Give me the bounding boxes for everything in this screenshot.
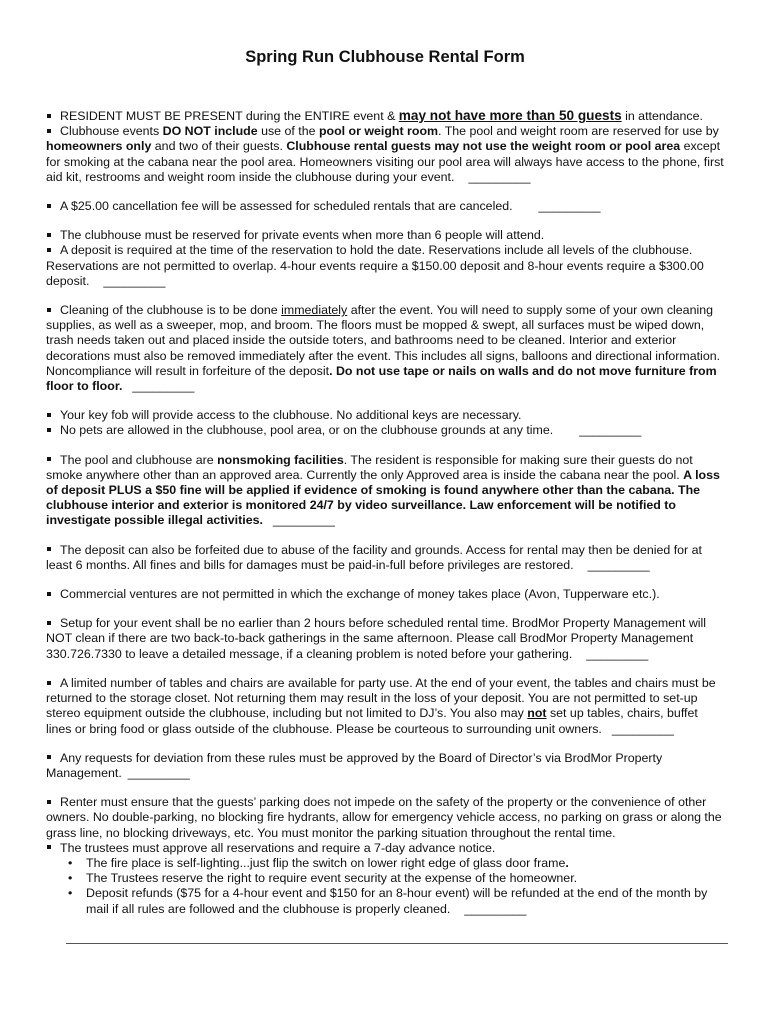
bullet-square-icon (47, 308, 51, 312)
initials-blank[interactable]: _________ (103, 273, 166, 288)
bullet-square-icon (47, 621, 51, 625)
bullet-square-icon (47, 428, 51, 432)
rule-tables: A limited number of tables and chairs are available for party use. At the end of your event, the tables and chairs must be returned to the storage closet. Not returning them may result in the loss of your deposit. You are not permitted to set-up stereo equipment outside the clubhouse, including but not limited to DJ’s. You also may not set up tables, chairs, buffet lines or bring food or glass outside of the clubhouse. Please be courteous to surrounding unit owners. _________ (46, 675, 716, 736)
bullet-square-icon (47, 592, 51, 596)
rule-forfeit: The deposit can also be forfeited due to abuse of the facility and grounds. Access for rental may then be denied for at least 6 months. All fines and bills for damages must be paid-in-full before privileges are restored. _________ (46, 542, 702, 572)
bullet-square-icon (47, 800, 51, 804)
rule-reserve: The clubhouse must be reserved for private events when more than 6 people will attend. (46, 228, 724, 243)
bullet-square-icon (47, 755, 51, 759)
initials-blank[interactable]: _________ (587, 557, 650, 572)
rule-deviation: Any requests for deviation from these rules must be approved by the Board of Director’s via BrodMor Property Management. _________ (46, 750, 663, 780)
bullet-square-icon (47, 547, 51, 551)
list-item: • Deposit refunds ($75 for a 4-hour event and $150 for an 8-hour event) will be refunded at the end of the month by mail if all rules are followed and the clubhouse is properly cleaned. _________ (86, 886, 724, 916)
bullet-square-icon (47, 413, 51, 417)
rule-resident: RESIDENT MUST BE PRESENT during the ENTIRE event & may not have more than 50 guests in attendance. (46, 108, 724, 124)
rule-pets: No pets are allowed in the clubhouse, pool area, or on the clubhouse grounds at any time. _________ (46, 423, 724, 438)
rule-commercial: Commercial ventures are not permitted in which the exchange of money takes place (Avon, Tupperware etc.). (46, 587, 724, 602)
rule-keyfob: Your key fob will provide access to the clubhouse. No additional keys are necessary. (46, 408, 724, 423)
bullet-square-icon (47, 248, 51, 252)
bullet-square-icon (47, 129, 51, 133)
bullet-square-icon (47, 114, 51, 118)
initials-blank[interactable]: _________ (538, 199, 601, 214)
rule-smoking: The pool and clubhouse are nonsmoking facilities. The resident is responsible for making sure their guests do not smoke anywhere other than an approved area. Currently the only Approved area is inside the cabana near the pool. A loss of deposit PLUS a $50 fine will be applied if evidence of smoking is found anywhere other than the cabana. The clubhouse interior and exterior is monitored 24/7 by video surveillance. Law enforcement will be notified to investigate possible illegal activities. _________ (46, 452, 720, 528)
initials-blank[interactable]: _________ (586, 646, 649, 661)
rule-cancellation: A $25.00 cancellation fee will be assessed for scheduled rentals that are canceled. _________ (46, 199, 724, 214)
bullet-square-icon (47, 457, 51, 461)
list-item: • The fire place is self-lighting...just flip the switch on lower right edge of glass door frame. (86, 856, 724, 871)
initials-blank[interactable]: _________ (272, 513, 335, 528)
initials-blank[interactable]: _________ (464, 901, 527, 916)
bullet-square-icon (47, 233, 51, 237)
bullet-square-icon (47, 845, 51, 849)
initials-blank[interactable]: _________ (132, 379, 195, 394)
list-item: • The Trustees reserve the right to require event security at the expense of the homeowner. (86, 871, 724, 886)
initials-blank[interactable]: _________ (611, 721, 674, 736)
trustees-sublist (46, 856, 724, 917)
page-title: Spring Run Clubhouse Rental Form (245, 48, 525, 66)
initials-blank[interactable]: _________ (579, 423, 642, 438)
rule-cleaning: Cleaning of the clubhouse is to be done immediately after the event. You will need to supply some of your own cleaning supplies, as well as a sweeper, mop, and broom. The floors must be mopped & swept, all surfaces must be wiped down, trash needs taken out and placed inside the outside toters, and bathrooms need to be cleaned. Interior and exterior decorations must also be removed immediately after the event. This includes all signs, balloons and directional information. Noncompliance will result in forfeiture of the deposit. Do not use tape or nails on walls and do not move furniture from floor to floor. _________ (46, 303, 721, 394)
bottom-divider (66, 943, 728, 944)
initials-blank[interactable]: _________ (127, 765, 190, 780)
rule-setup: Setup for your event shall be no earlier than 2 hours before scheduled rental time. BrodMor Property Management will NOT clean if there are two back-to-back gatherings in the same afternoon. Please call BrodMor Property Management 330.726.7330 to leave a detailed message, if a cleaning problem is noted before your gathering. _________ (46, 616, 707, 661)
form-body (46, 108, 724, 917)
rule-parking: Renter must ensure that the guests’ parking does not impede on the safety of the property or the convenience of other owners. No double-parking, no blocking fire hydrants, allow for emergency vehicle access, no parking on grass or along the grass line, no blocking driveways, etc. You must monitor the parking situation throughout the rental time. (46, 795, 722, 840)
rule-deposit: A deposit is required at the time of the reservation to hold the date. Reservations include all levels of the clubhouse. Reservations are not permitted to overlap. 4-hour events require a $150.00 deposit and 8-hour events require a $300.00 deposit. _________ (46, 243, 704, 288)
bullet-square-icon (47, 204, 51, 208)
rule-events: Clubhouse events DO NOT include use of the pool or weight room. The pool and weight room are reserved for use by homeowners only and two of their guests. Clubhouse rental guests may not use the weight room or pool area except for smoking at the cabana near the pool area. Homeowners visiting our pool area will always have access to the phone, first aid kit, restrooms and weight room inside the clubhouse during your event. _________ (46, 124, 724, 184)
bullet-square-icon (47, 681, 51, 685)
initials-blank[interactable]: _________ (468, 169, 531, 184)
rule-trustees: The trustees must approve all reservations and require a 7-day advance notice. (46, 841, 724, 856)
